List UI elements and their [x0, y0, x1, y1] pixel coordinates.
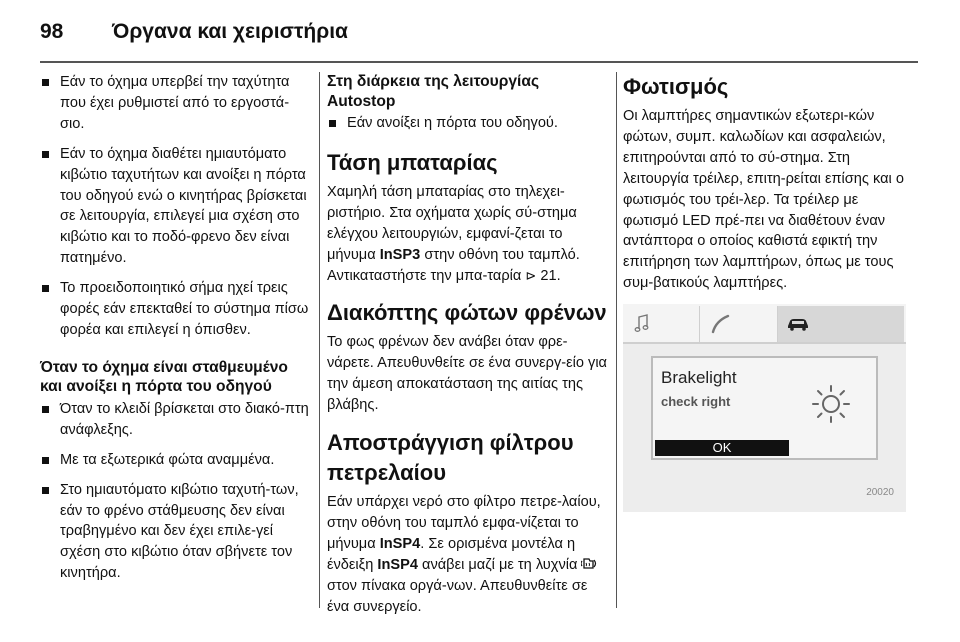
display-message-panel — [651, 356, 878, 460]
tab-vehicle — [777, 306, 904, 342]
section-heading-battery: Τάση μπαταρίας — [327, 149, 498, 175]
filter-code: InSP4 — [377, 556, 418, 573]
brake-paragraph: Το φως φρένων δεν ανάβει όταν φρε-νάρετε. Απευθυνθείτε σε ένα συνεργ-είο για την άμεση αποκατάσταση της αιτίας της βλάβης. — [327, 334, 607, 414]
list-item: Εάν το όχημα διαθέτει ημιαυτόματο κιβώτιο ταχυτήτων και ανοίξει η πόρτα του οδηγού ενώ ο κινητήρας βρίσκεται σε λειτουργία, επιλεγεί μια σχέση στο κιβώτιο και το ποδό-φρενο δεν είναι πατημένο. — [40, 144, 312, 269]
display-tab-bar — [623, 304, 906, 344]
page-title: Όργανα και χειριστήρια — [112, 20, 348, 43]
message-title: Brakelight — [661, 368, 737, 388]
fuel-filter-paragraph: Εάν υπάρχει νερό στο φίλτρο πετρε-λαίου, στην οθόνη του ταμπλό εμφα-νίζεται το μήνυμα InSP4. Σε ορισμένα μοντέλα η ένδειξη InSP4 ανάβει μαζί με τη λυχνία στον πίνακα οργά-νων. Απευθυνθείτε σε ένα συνεργείο. — [327, 494, 601, 615]
list-item: Το προειδοποιητικό σήμα ηχεί τρεις φορές εάν επεκταθεί το σύστημα πίσω φορέα και επιλεγεί η όπισθεν. — [40, 278, 312, 341]
page-ref-arrow-icon: ⊳ — [525, 267, 537, 283]
column-1 — [40, 72, 312, 593]
filter-code: InSP4 — [379, 535, 421, 552]
section-heading-fuel-filter: Αποστράγγιση φίλτρου πετρελαίου — [327, 430, 574, 486]
tab-phone — [699, 306, 775, 342]
column-2 — [327, 72, 607, 618]
message-subtitle: check right — [661, 394, 731, 410]
ok-button: OK — [655, 440, 789, 456]
list-item: Στο ημιαυτόματο κιβώτιο ταχυτή-των, εάν το φρένο στάθμευσης δεν είναι τραβηγμένο και δεν έχει επιλε-γεί σχέση στο κιβώτιο όταν σβήνετε τον κινητήρα. — [40, 480, 312, 585]
list-item: Με τα εξωτερικά φώτα αναμμένα. — [40, 450, 312, 471]
column-divider-2 — [616, 72, 617, 608]
section-heading-brake-light: Διακόπτης φώτων φρένων — [327, 300, 607, 326]
header-divider — [40, 61, 918, 63]
section-heading-lighting: Φωτισμός — [623, 74, 729, 99]
list-item: Εάν ανοίξει η πόρτα του οδηγού. — [327, 113, 607, 134]
page-number: 98 — [40, 20, 64, 43]
section-heading-autostop: Στη διάρκεια της λειτουργίας Autostop — [327, 73, 540, 110]
display-figure — [623, 304, 906, 512]
tab-audio — [625, 306, 697, 342]
column-3 — [623, 72, 913, 512]
lighting-paragraph: Οι λαμπτήρες σημαντικών εξωτερι-κών φώτων, συμπ. καλωδίων και ασφαλειών, επιτηρούνται από το σύ-στημα. Στη λειτουργία τρέιλερ, επιτη-ρείται επίσης και ο φωτισμός του τρέι-λερ. Τα τρέιλερ με φωτισμό LED πρέ-πει να διαθέτουν έναν αντάπτορα ο οποίος καθιστά εφικτή την επιτήρηση των λαμπτήρων, όπως με τους συμ-βατικούς λαμπτήρες. — [623, 108, 904, 292]
battery-code: InSP3 — [379, 246, 421, 263]
fuel-filter-warning-icon — [581, 557, 599, 573]
list-item: Εάν το όχημα υπερβεί την ταχύτητα που έχει ρυθμιστεί από το εργοστά-σιο. — [40, 72, 312, 135]
column-divider-1 — [319, 72, 320, 608]
page-header — [0, 0, 960, 62]
section-heading-parked: Όταν το όχημα είναι σταθμευμένο και ανοίξει η πόρτα του οδηγού — [40, 358, 288, 396]
list-item: Όταν το κλειδί βρίσκεται στο διακό-πτη ανάφλεξης. — [40, 399, 312, 441]
figure-number: 20020 — [866, 487, 894, 499]
battery-paragraph: Χαμηλή τάση μπαταρίας στο τηλεχει-ριστήριο. Στα οχήματα χωρίς σύ-στημα ελέγχου λειτουργιών, εμφανί-ζεται το μήνυμα InSP3 στην οθόνη του ταμπλό. Αντικαταστήστε την μπα-ταρία ⊳ 21. — [327, 182, 607, 287]
